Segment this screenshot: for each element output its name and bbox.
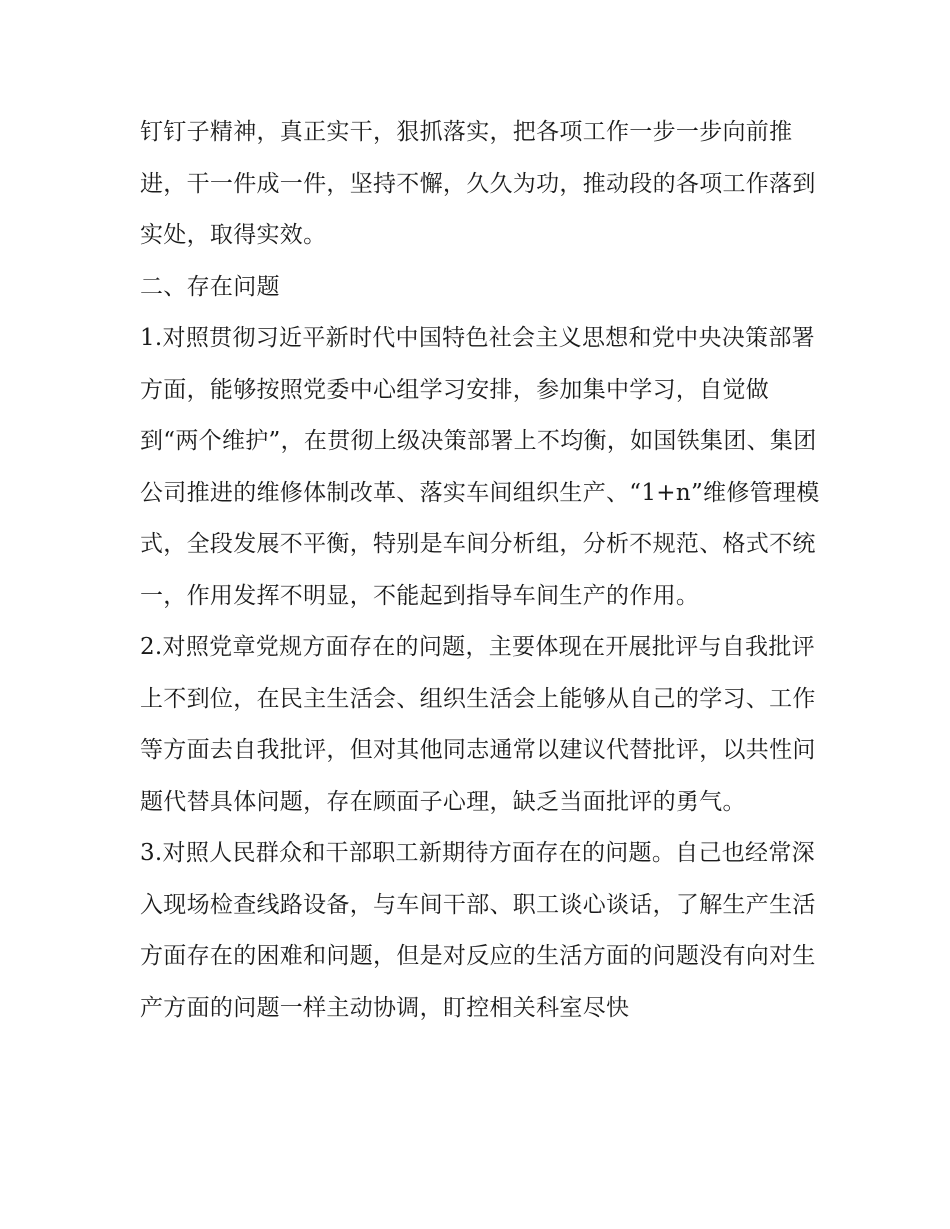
paragraph-problem-3: 3.对照人民群众和干部职工新期待方面存在的问题。自己也经常深入现场检查线路设备，与车间干部、职工谈心谈话，了解生产生活方面存在的困难和问题，但是对反应的生活方面的问题没有向对生产方面的问题一样主动协调，盯控相关科室尽快	[140, 840, 816, 1021]
section-heading-problems: 二、存在问题	[140, 273, 280, 300]
paragraph-problem-2: 2.对照党章党规方面存在的问题，主要体现在开展批评与自我批评上不到位，在民主生活会、组织生活会上能够从自己的学习、工作等方面去自我批评，但对其他同志通常以建议代替批评，以共性问题代替具体问题，存在顾面子心理，缺乏当面批评的勇气。	[140, 634, 816, 815]
paragraph-intro-continuation: 钉钉子精神，真正实干，狠抓落实，把各项工作一步一步向前推进，干一件成一件，坚持不懈，久久为功，推动段的各项工作落到实处，取得实效。	[140, 119, 816, 248]
document-body	[140, 107, 820, 1034]
paragraph-problem-1: 1.对照贯彻习近平新时代中国特色社会主义思想和党中央决策部署方面，能够按照党委中心组学习安排，参加集中学习，自觉做到“两个维护”，在贯彻上级决策部署上不均衡，如国铁集团、集团公司推进的维修体制改革、落实车间组织生产、“1+n”维修管理模式，全段发展不平衡，特别是车间分析组，分析不规范、格式不统一，作用发挥不明显，不能起到指导车间生产的作用。	[140, 325, 820, 609]
